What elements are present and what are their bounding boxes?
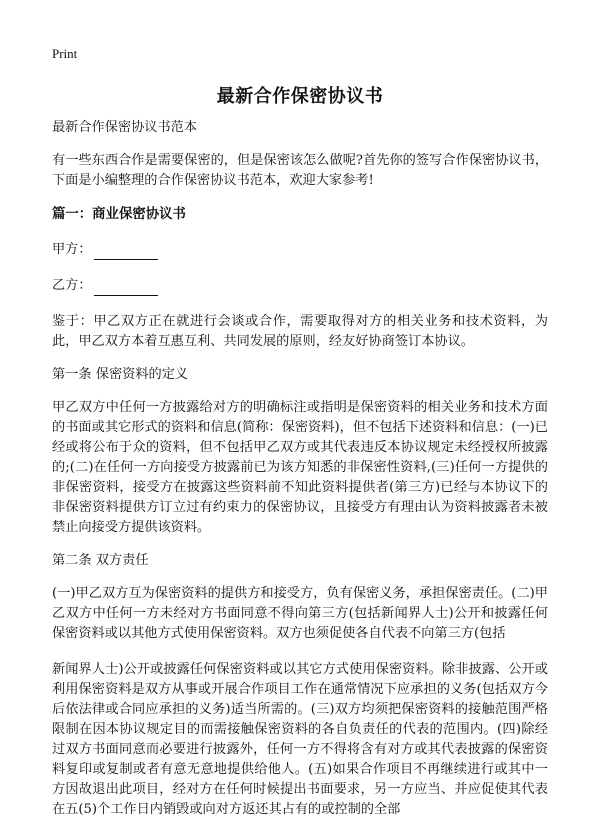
document-body — [52, 118, 548, 820]
document-subtitle: 最新合作保密协议书范本 — [52, 120, 198, 135]
party-b-field — [52, 276, 548, 296]
page-title: 最新合作保密协议书 — [216, 86, 384, 107]
article-2-body-part-1: (一)甲乙双方互为保密资料的提供方和接受方，负有保密义务，承担保密责任。(二)甲乙双方中任何一方未经对方书面同意不得向第三方(包括新闻界人士)公开和披露任何保密资料或以其他方式使用保密资料。双方也须促使各自代表不向第三方(包括 — [52, 586, 548, 641]
article-1-body: 甲乙双方中任何一方披露给对方的明确标注或指明是保密资料的相关业务和技术方面的书面或其它形式的资料和信息(简称：保密资料)，但不包括下述资料和信息：(一)已经或将公布于众的资料，但不包括甲乙双方或其代表违反本协议规定未经授权所披露的;(二)在任何一方向接受方披露前已为该方知悉的非保密性资料,(三)任何一方提供的非保密资料，接受方在披露这些资料前不知此资料提供者(第三方)已经与本协议下的非保密资料提供方订立过有约束力的保密协议，且接受方有理由认为资料披露者未被禁止向接受方提供该资料。 — [52, 400, 548, 535]
article-1-title: 第一条 保密资料的定义 — [52, 367, 189, 382]
recital-paragraph: 鉴于：甲乙双方正在就进行会谈或合作，需要取得对方的相关业务和技术资料，为此，甲乙双方本着互惠互利、共同发展的原则，经友好协商签订本协议。 — [52, 314, 548, 349]
party-b-label: 乙方： — [52, 278, 92, 293]
print-link[interactable]: Print — [52, 46, 78, 61]
party-a-label: 甲方： — [52, 242, 92, 257]
party-a-field — [52, 240, 548, 260]
party-b-blank — [94, 281, 158, 296]
party-a-blank — [94, 245, 158, 260]
article-2-title: 第二条 双方责任 — [52, 553, 149, 568]
section-heading: 篇一：商业保密协议书 — [52, 206, 186, 222]
intro-paragraph: 有一些东西合作是需要保密的，但是保密该怎么做呢?首先你的签写合作保密协议书，下面是小编整理的合作保密协议书范本，欢迎大家参考! — [52, 153, 548, 188]
article-2-body-part-2: 新闻界人士)公开或披露任何保密资料或以其它方式使用保密资料。除非披露、公开或利用保密资料是双方从事或开展合作项目工作在通常情况下应承担的义务(包括双方今后依法律或合同应承担的义务)适当所需的。(三)双方均须把保密资料的接触范围严格限制在因本协议规定目的而需接触保密资料的各自负责任的代表的范围内。(四)除经过双方书面同意而必要进行披露外，任何一方不得将含有对方或其代表披露的保密资料复印或复制或者有意无意地提供给他人。(五)如果合作项目不再继续进行或其中一方因故退出此项目，经对方在任何时候提出书面要求，另一方应当、并应促使其代表在五(5)个工作日内销毁或向对方返还其占有的或控制的全部 — [52, 662, 548, 817]
